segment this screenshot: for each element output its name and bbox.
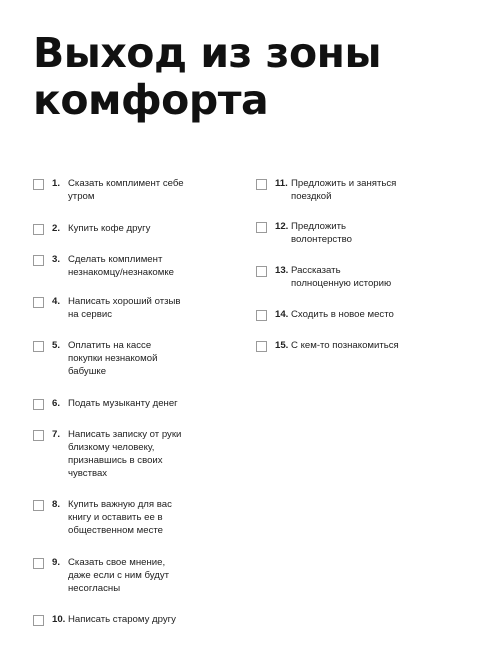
- checkbox[interactable]: [33, 255, 44, 266]
- item-number: 4.: [52, 296, 61, 307]
- checklist-item-9: [33, 556, 169, 595]
- checkbox[interactable]: [256, 310, 267, 321]
- checklist-item-13: [256, 264, 391, 290]
- checklist-item-3: [33, 253, 174, 279]
- checklist-item-12: [256, 220, 352, 246]
- checklist-item-7: [33, 428, 181, 480]
- checklist-item-6: [33, 397, 178, 410]
- checkbox[interactable]: [33, 558, 44, 569]
- item-text: Предложить волонтерство: [291, 221, 352, 245]
- checklist-item-5: [33, 339, 157, 378]
- item-text: Купить важную для вас книгу и оставить ее в общественном месте: [68, 499, 172, 536]
- item-number: 12.: [275, 221, 289, 232]
- item-text: С кем-то познакомиться: [291, 340, 399, 351]
- checkbox[interactable]: [33, 399, 44, 410]
- item-text: Купить кофе другу: [68, 223, 151, 234]
- checkbox[interactable]: [33, 297, 44, 308]
- checklist-item-4: [33, 295, 180, 321]
- item-number: 1.: [52, 178, 61, 189]
- item-text: Оплатить на кассе покупки незнакомой бабушке: [68, 340, 158, 377]
- item-text: Написать записку от руки близкому человеку, признавшись в своих чувствах: [68, 429, 182, 479]
- checkbox[interactable]: [33, 179, 44, 190]
- item-number: 14.: [275, 309, 289, 320]
- item-number: 10.: [52, 614, 66, 625]
- item-number: 5.: [52, 340, 61, 351]
- item-text: Сделать комплимент незнакомцу/незнакомке: [68, 254, 174, 278]
- item-text: Написать хороший отзыв на сервис: [68, 296, 181, 320]
- checklist-item-14: [256, 308, 394, 321]
- checkbox[interactable]: [256, 341, 267, 352]
- item-text: Сказать свое мнение, даже если с ним будут несогласны: [68, 557, 170, 594]
- checkbox[interactable]: [33, 500, 44, 511]
- item-text: Подать музыканту денег: [68, 398, 178, 409]
- checklist-item-1: [33, 177, 184, 203]
- item-number: 7.: [52, 429, 61, 440]
- item-text: Предложить и заняться поездкой: [291, 178, 397, 202]
- item-number: 8.: [52, 499, 61, 510]
- checklist-item-15: [256, 339, 399, 352]
- item-text: Сказать комплимент себе утром: [68, 178, 184, 202]
- item-number: 11.: [275, 178, 288, 189]
- checkbox[interactable]: [33, 224, 44, 235]
- checklist-item-11: [256, 177, 396, 203]
- checklist-item-10: [33, 613, 176, 626]
- item-number: 2.: [52, 223, 61, 234]
- item-number: 9.: [52, 557, 61, 568]
- item-number: 3.: [52, 254, 61, 265]
- item-number: 15.: [275, 340, 289, 351]
- checkbox[interactable]: [256, 222, 267, 233]
- item-number: 6.: [52, 398, 61, 409]
- page-title: Выход из зоны комфорта: [33, 29, 382, 124]
- checkbox[interactable]: [256, 266, 267, 277]
- item-text: Рассказать полноценную историю: [291, 265, 392, 289]
- item-text: Сходить в новое место: [291, 309, 394, 320]
- checklist-item-8: [33, 498, 172, 537]
- checkbox[interactable]: [33, 430, 44, 441]
- item-text: Написать старому другу: [68, 614, 176, 625]
- checkbox[interactable]: [33, 341, 44, 352]
- checkbox[interactable]: [33, 615, 44, 626]
- item-number: 13.: [275, 265, 289, 276]
- checklist-item-2: [33, 222, 150, 235]
- checkbox[interactable]: [256, 179, 267, 190]
